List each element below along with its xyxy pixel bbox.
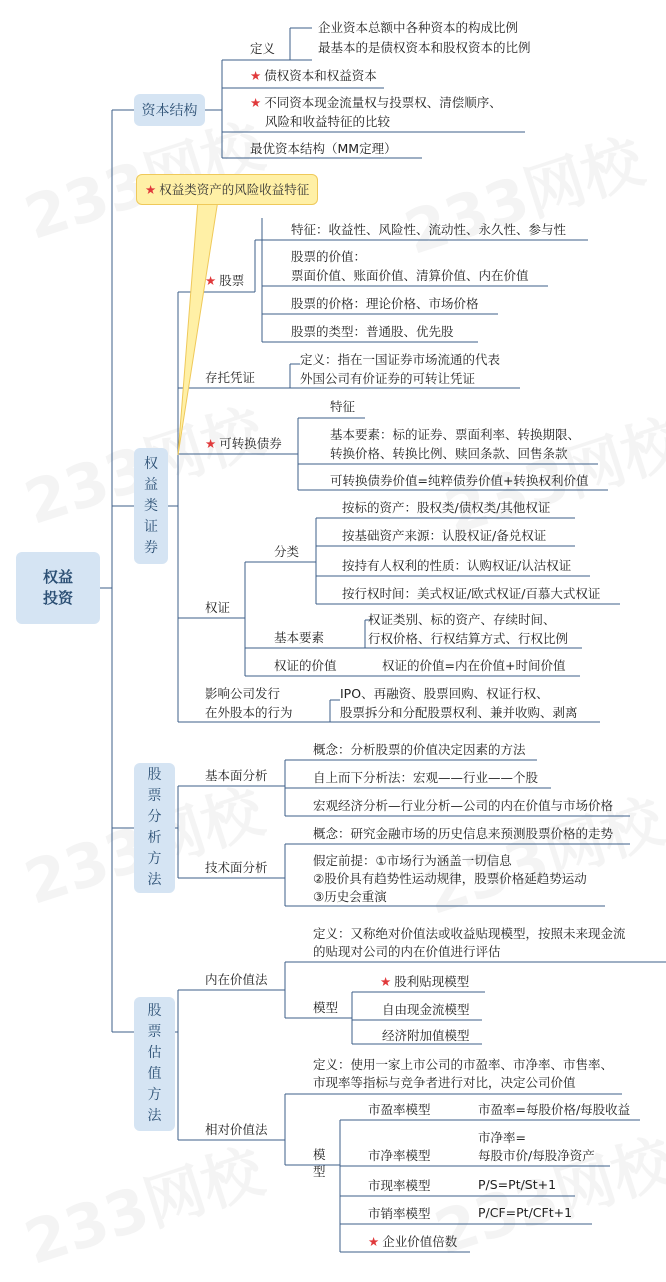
pcf-model: 市现率模型 — [368, 1178, 431, 1193]
warrant-class-3: 按持有人权利的性质：认购权证/认沽权证 — [342, 558, 572, 573]
star-icon: ★ — [205, 436, 217, 451]
node-relative: 相对价值法 — [205, 1122, 268, 1137]
node-fundamental: 基本面分析 — [205, 768, 268, 783]
relative-def-1: 定义：使用一家上市公司的市盈率、市净率、市售率、 — [313, 1057, 614, 1072]
stock-type: 股票的类型：普通股、优先股 — [291, 324, 454, 339]
s1-item-3: 最优资本结构（MM定理） — [250, 141, 397, 156]
tech-assumption-2: ②股价具有趋势性运动规律，股票价格延趋势运动 — [313, 871, 587, 886]
node-technical: 技术面分析 — [205, 860, 268, 875]
intrinsic-model-3: 经济附加值模型 — [382, 1028, 470, 1043]
pb-model: 市净率模型 — [368, 1148, 431, 1163]
intrinsic-model-1: ★ 股利贴现模型 — [380, 974, 470, 989]
s1-def-label: 定义 — [250, 41, 276, 56]
fund-topdown: 自上而下分析法：宏观——行业——个股 — [313, 770, 539, 785]
star-icon: ★ — [368, 1234, 380, 1249]
star-icon: ★ — [145, 182, 157, 197]
pcf-formula: P/S=Pt/St+1 — [478, 1177, 557, 1192]
warrant-class-4: 按行权时间：美式权证/欧式权证/百慕大式权证 — [342, 586, 601, 601]
s1-def-2: 最基本的是债权资本和股权资本的比例 — [318, 40, 531, 55]
star-icon: ★ — [380, 974, 392, 989]
stock-value-1: 股票的价值： — [291, 249, 367, 264]
fund-chain: 宏观经济分析—行业分析—公司的内在价值与市场价格 — [313, 798, 614, 813]
branch-equity-securities[interactable]: 权益类证券 — [134, 448, 168, 564]
pb-formula-1: 市净率= — [478, 1130, 526, 1145]
node-warrant: 权证 — [205, 600, 231, 615]
tech-concept: 概念：研究金融市场的历史信息来预测股票价格的走势 — [313, 826, 614, 841]
warrant-elements-1: 权证类别、标的资产、存续时间、 — [368, 612, 556, 627]
tech-assumption-1: 假定前提：①市场行为涵盖一切信息 — [313, 853, 512, 868]
node-share-actions-2: 在外股本的行为 — [205, 705, 293, 720]
warrant-class-2: 按基础资产来源：认股权证/备兑权证 — [342, 528, 547, 543]
ps-formula: P/CF=Pt/CFt+1 — [478, 1205, 573, 1220]
star-icon: ★ — [250, 95, 262, 110]
pb-formula-2: 每股市价/每股净资产 — [478, 1148, 595, 1163]
node-share-actions-1: 影响公司发行 — [205, 686, 281, 701]
callout-note[interactable]: ★ 权益类资产的风险收益特征 — [136, 174, 318, 205]
intrinsic-def-1: 定义：又称绝对价值法或收益贴现模型，按照未来现金流 — [313, 926, 626, 941]
intrinsic-def-2: 的贴现对公司的内在价值进行评估 — [313, 944, 501, 959]
stock-feature: 特征：收益性、风险性、流动性、永久性、参与性 — [291, 222, 567, 237]
share-actions-1: IPO、再融资、股票回购、权证行权、 — [340, 686, 549, 701]
share-actions-2: 股票拆分和分配股票权利、兼并收购、剥离 — [340, 705, 578, 720]
intrinsic-model-2: 自由现金流模型 — [382, 1002, 470, 1017]
star-icon: ★ — [250, 68, 262, 83]
stock-value-2: 票面价值、账面价值、清算价值、内在价值 — [291, 268, 529, 283]
pe-formula: 市盈率=每股价格/每股收益 — [478, 1102, 631, 1117]
fund-concept: 概念：分析股票的价值决定因素的方法 — [313, 742, 526, 757]
cb-feature: 特征 — [330, 399, 356, 414]
dr-def-2: 外国公司有价证券的可转让凭证 — [300, 371, 476, 386]
s1-def-1: 企业资本总额中各种资本的构成比例 — [318, 20, 519, 35]
warrant-elements: 基本要素 — [274, 630, 325, 645]
s1-item-1: ★ 债权资本和权益资本 — [250, 68, 377, 83]
stock-price: 股票的价格：理论价格、市场价格 — [291, 296, 479, 311]
cb-elements-1: 基本要素：标的证券、票面利率、转换期限、 — [330, 427, 581, 442]
branch-stock-analysis[interactable]: 股票分析方法 — [134, 763, 175, 893]
root-node[interactable]: 权益投资 — [16, 552, 100, 624]
s1-item-2: ★ 不同资本现金流量权与投票权、清偿顺序、 — [250, 95, 502, 110]
warrant-value: 权证的价值 — [274, 658, 337, 673]
warrant-elements-2: 行权价格、行权结算方式、行权比例 — [368, 631, 569, 646]
node-depositary-receipt: 存托凭证 — [205, 370, 256, 385]
relative-def-2: 市现率等指标与竞争者进行对比，决定公司价值 — [313, 1075, 576, 1090]
warrant-value-formula: 权证的价值=内在价值+时间价值 — [382, 658, 566, 673]
branch-capital-structure[interactable]: 资本结构 — [134, 94, 205, 126]
ps-model: 市销率模型 — [368, 1206, 431, 1221]
cb-elements-2: 转换价格、转换比例、赎回条款、回售条款 — [330, 446, 568, 461]
warrant-class-1: 按标的资产：股权类/债权类/其他权证 — [342, 500, 551, 515]
ev-multiple: ★ 企业价值倍数 — [368, 1234, 458, 1249]
tech-assumption-3: ③历史会重演 — [313, 889, 387, 904]
branch-stock-valuation[interactable]: 股票估值方法 — [134, 997, 175, 1131]
cb-value: 可转换债券价值=纯粹债券价值+转换权利价值 — [330, 473, 589, 488]
dr-def-1: 定义：指在一国证券市场流通的代表 — [300, 352, 501, 367]
intrinsic-model: 模型 — [313, 1000, 339, 1015]
node-stock: ★ 股票 — [205, 273, 245, 288]
s1-item-2b: 风险和收益特征的比较 — [265, 114, 391, 129]
warrant-classification: 分类 — [274, 544, 300, 559]
star-icon: ★ — [205, 273, 217, 288]
relative-model: 模型 — [313, 1147, 326, 1179]
node-convertible-bond: ★ 可转换债券 — [205, 436, 282, 451]
pe-model: 市盈率模型 — [368, 1102, 431, 1117]
node-intrinsic: 内在价值法 — [205, 972, 268, 987]
